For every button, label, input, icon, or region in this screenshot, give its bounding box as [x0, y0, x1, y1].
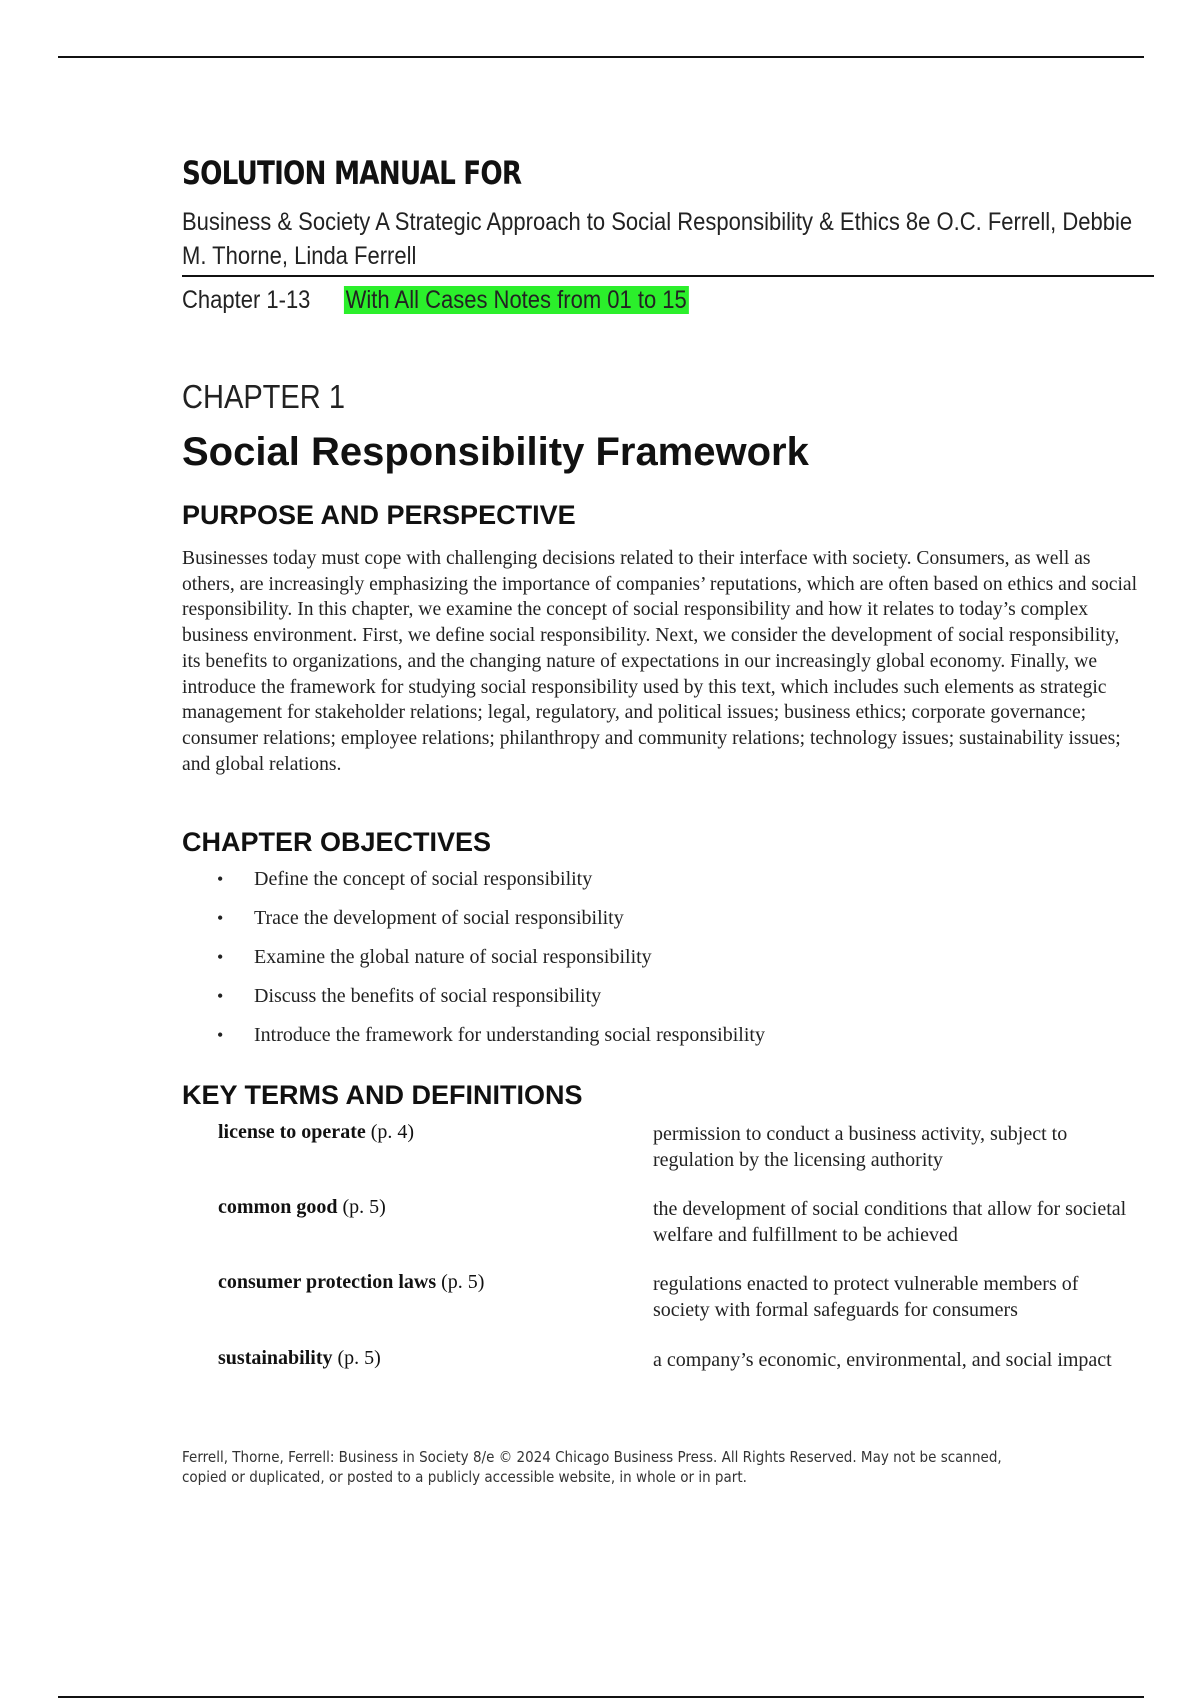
objectives-heading: CHAPTER OBJECTIVES: [182, 827, 492, 857]
objective-item: • Trace the development of social responsibility: [217, 907, 624, 929]
copyright-footer: Ferrell, Thorne, Ferrell: Business in Society 8/e © 2024 Chicago Business Press. All Rights Reserved. May not be scanned, copied or duplicated, or posted to a publicly accessible website, in whole or in part.: [182, 1448, 1002, 1486]
key-terms-list: [218, 1121, 1138, 1422]
header-divider: [182, 275, 1154, 277]
bullet-icon: •: [217, 947, 224, 967]
bottom-rule: [58, 1696, 1144, 1698]
objective-item: • Examine the global nature of social responsibility: [217, 946, 652, 968]
term-definition: the development of social conditions that allow for societal welfare and fulfillment to be achieved: [653, 1198, 1127, 1246]
term-row: [218, 1196, 1138, 1271]
term-row: [218, 1271, 1138, 1347]
chapter-label: CHAPTER 1: [182, 378, 345, 415]
objective-item: • Introduce the framework for understanding social responsibility: [217, 1024, 765, 1046]
term-row: [218, 1347, 1138, 1422]
bullet-icon: •: [217, 986, 224, 1006]
term-definition: permission to conduct a business activity, subject to regulation by the licensing authority: [653, 1123, 1068, 1171]
chapter-range-row: [182, 286, 689, 315]
purpose-text: Businesses today must cope with challenging decisions related to their interface with society. Consumers, as well as others, are increasingly emphasizing the importance of companies’ reputations, which are often based on ethics and social responsibility. In this chapter, we examine the concept of social responsibility and how it relates to today’s complex business environment. First, we define social responsibility. Next, we consider the development of social responsibility, its benefits to organizations, and the changing nature of expectations in our increasingly global economy. Finally, we introduce the framework for studying social responsibility used by this text, which includes such elements as strategic management for stakeholder relations; legal, regulatory, and political issues; business ethics; corporate governance; consumer relations; employee relations; philanthropy and community relations; technology issues; sustainability issues; and global relations.: [182, 548, 1138, 775]
bullet-icon: •: [217, 908, 224, 928]
objective-item: • Discuss the benefits of social responsibility: [217, 985, 602, 1007]
top-rule: [58, 56, 1144, 58]
bullet-icon: •: [217, 1025, 224, 1045]
term-definition: a company’s economic, environmental, and social impact: [653, 1349, 1112, 1371]
manual-title: SOLUTION MANUAL FOR: [182, 154, 522, 192]
term-definition: regulations enacted to protect vulnerable members of society with formal safeguards for consumers: [653, 1273, 1079, 1321]
key-terms-heading: KEY TERMS AND DEFINITIONS: [182, 1080, 583, 1110]
term-row: [218, 1121, 1138, 1196]
cases-highlight: With All Cases Notes from 01 to 15: [345, 286, 687, 314]
term-name: sustainability (p. 5): [218, 1347, 381, 1369]
bullet-icon: •: [217, 869, 224, 889]
term-name: consumer protection laws (p. 5): [218, 1271, 485, 1293]
objectives-list: [182, 866, 1082, 1061]
chapter-range: Chapter 1-13: [182, 286, 311, 314]
term-name: license to operate (p. 4): [218, 1121, 415, 1143]
purpose-heading: PURPOSE AND PERSPECTIVE: [182, 500, 576, 530]
term-name: common good (p. 5): [218, 1196, 386, 1218]
book-subtitle: Business & Society A Strategic Approach to Social Responsibility & Ethics 8e O.C. Ferrell, Debbie M. Thorne, Linda Ferrell: [182, 208, 1133, 270]
objective-item: • Define the concept of social responsibility: [217, 868, 593, 890]
chapter-title: Social Responsibility Framework: [182, 430, 809, 474]
